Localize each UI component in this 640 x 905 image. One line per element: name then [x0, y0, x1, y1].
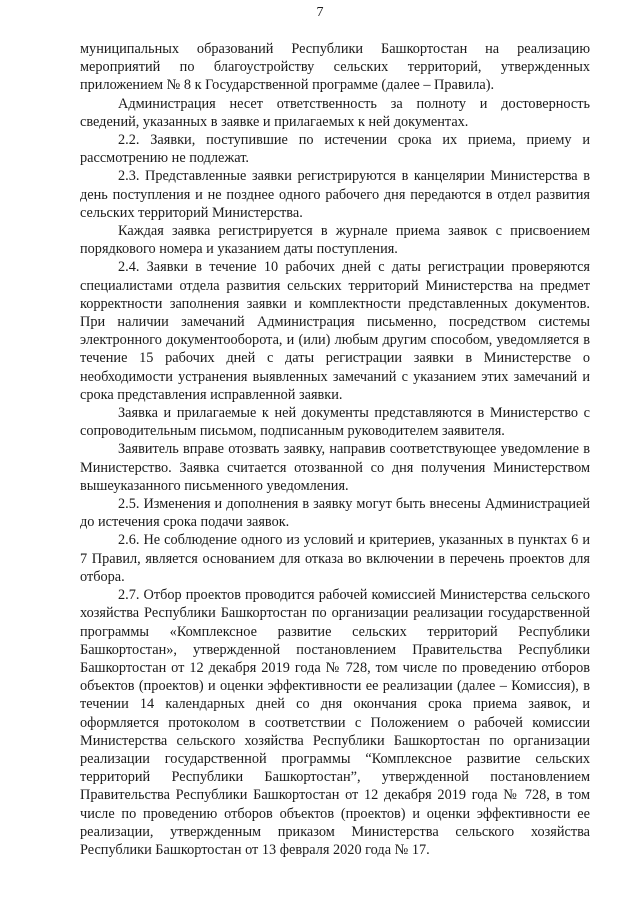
- paragraph-registration: Каждая заявка регистрируется в журнале приема заявок с присвоением порядкового номера и указанием даты поступления.: [80, 223, 590, 258]
- paragraph-cover-letter: Заявка и прилагаемые к ней документы представляются в Министерство с сопроводительным письмом, подписанным руководителем заявителя.: [80, 405, 590, 440]
- paragraph-2-6: 2.6. Не соблюдение одного из условий и критериев, указанных в пунктах 6 и 7 Правил, является основанием для отказа во включении в перечень проектов для отбора.: [80, 532, 590, 585]
- paragraph-withdrawal: Заявитель вправе отозвать заявку, направив соответствующее уведомление в Министерство. Заявка считается отозванной со дня получения Министерством вышеуказанного письменного уведомления.: [80, 441, 590, 494]
- paragraph-2-3: 2.3. Представленные заявки регистрируются в канцелярии Министерства в день поступления и не позднее одного рабочего дня передаются в отдел развития сельских территорий Министерства.: [80, 168, 590, 221]
- paragraph-continuation: муниципальных образований Республики Башкортостан на реализацию мероприятий по благоустройству сельских территорий, утвержденных приложением № 8 к Государственной программе (далее – Правила).: [80, 41, 590, 94]
- paragraph-responsibility: Администрация несет ответственность за полноту и достоверность сведений, указанных в заявке и прилагаемых к ней документах.: [80, 95, 590, 130]
- paragraph-2-7: 2.7. Отбор проектов проводится рабочей комиссией Министерства сельского хозяйства Республики Башкортостан по организации реализации государственной программы «Комплексное развитие сельских территорий Республики Башкортостан», утвержденной постановлением Правительства Республики Башкортостан от 12 декабря 2019 года № 728, том числе по проведению отборов объектов (проектов) и оценки эффективности ее реализации (далее – Комиссия), в течении 14 календарных дней со дня окончания срока приема заявок, и оформляется протоколом в соответствии с Положением о рабочей комиссии Министерства сельского хозяйства Республики Башкортостан по организации реализации государственной программы “Комплексное развитие сельских территорий Республики Башкортостан”, утвержденной постановлением Правительства Республики Башкортостан от 12 декабря 2019 года № 728, в том числе по проведению отборов объектов (проектов) и оценки эффективности ее реализации, утвержденным приказом Министерства сельского хозяйства Республики Башкортостан от 13 февраля 2020 года № 17.: [80, 587, 590, 858]
- document-body: [80, 40, 590, 859]
- paragraph-2-2: 2.2. Заявки, поступившие по истечении срока их приема, приему и рассмотрению не подлежат.: [80, 132, 590, 167]
- paragraph-2-4: 2.4. Заявки в течение 10 рабочих дней с даты регистрации проверяются специалистами отдела развития сельских территорий Министерства на предмет корректности заполнения заявки и комплектности представленных документов. При наличии замечаний Администрация письменно, посредством системы электронного документооборота, и (или) любым другим способом, уведомляется в течение 15 рабочих дней с даты регистрации заявки в Министерстве о необходимости устранения выявленных замечаний с указанием этих замечаний и срока представления исправленной заявки.: [80, 259, 590, 403]
- paragraph-2-5: 2.5. Изменения и дополнения в заявку могут быть внесены Администрацией до истечения срока подачи заявок.: [80, 496, 590, 531]
- page-number: 7: [316, 5, 324, 20]
